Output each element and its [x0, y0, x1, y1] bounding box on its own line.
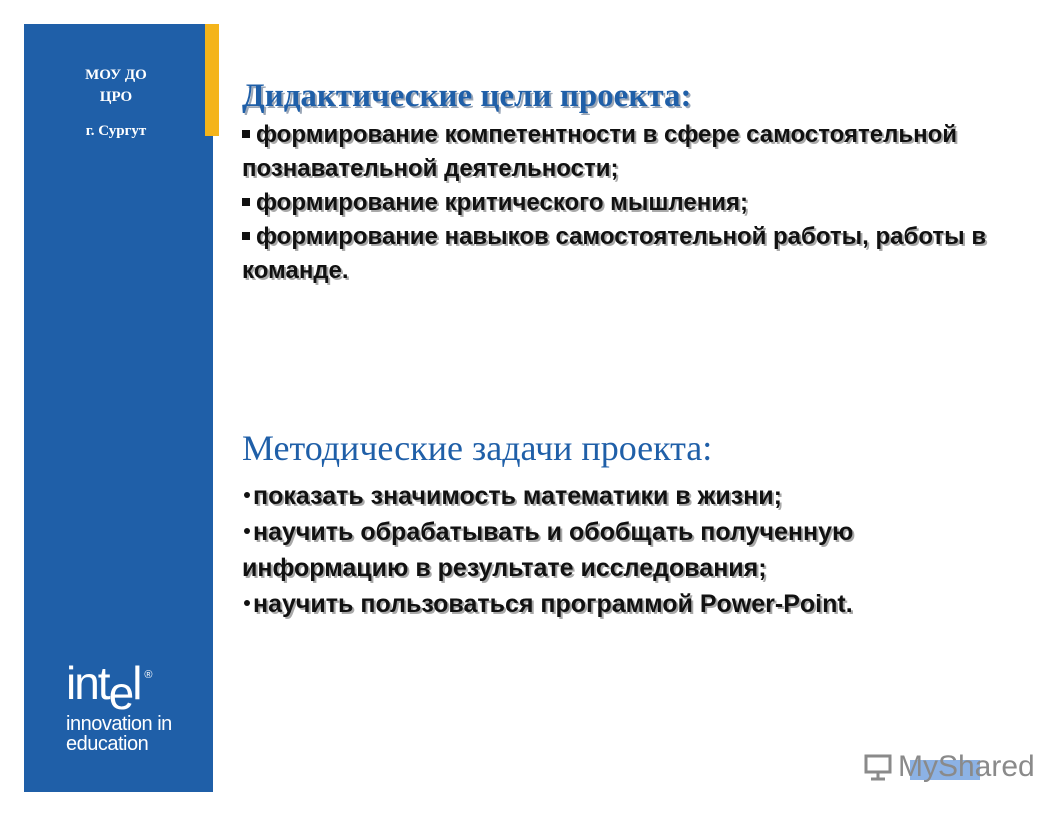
square-bullet-icon — [242, 198, 250, 206]
intel-wordmark-l: l — [132, 657, 141, 709]
task-item — [242, 514, 1022, 586]
intel-tagline-line-2: education — [66, 733, 149, 755]
round-bullet-icon — [244, 600, 250, 606]
presentation-board-icon — [864, 753, 892, 781]
org-city: г. Сургут — [85, 123, 147, 139]
goal-text: формирование компетентности в сфере самостоятельной познавательной деятельности; — [242, 121, 957, 182]
intel-wordmark — [66, 657, 172, 719]
org-line-2: ЦРО — [99, 89, 133, 105]
methodical-tasks-title: Методические задачи проекта: — [242, 428, 713, 468]
main-content — [242, 76, 1032, 288]
square-bullet-icon — [242, 130, 250, 138]
goal-text: формирование критического мышления; — [256, 189, 748, 216]
methodical-tasks-list — [242, 478, 1022, 622]
task-text: научить обрабатывать и обобщать полученную информацию в результате исследования; — [242, 518, 854, 582]
registered-mark: ® — [144, 669, 151, 681]
goal-item — [242, 186, 1032, 220]
intel-tagline-line-1: innovation in — [66, 713, 172, 735]
goal-text: формирование навыков самостоятельной работы, работы в команде. — [242, 223, 987, 284]
intel-wordmark-e: e — [108, 667, 133, 719]
square-bullet-icon — [242, 232, 250, 240]
task-text: показать значимость математики в жизни; — [253, 482, 782, 510]
org-line-1: МОУ ДО — [85, 67, 147, 83]
intel-logo — [66, 657, 172, 755]
myshared-watermark — [864, 750, 1035, 784]
round-bullet-icon — [244, 492, 250, 498]
task-text: научить пользоваться программой Power-Point. — [253, 590, 853, 618]
didactic-goals-list — [242, 118, 1032, 288]
intel-tagline — [66, 714, 172, 754]
watermark-label: MyShared — [898, 750, 1035, 783]
didactic-goals-title: Дидактические цели проекта: — [242, 78, 692, 114]
task-item — [242, 586, 1022, 622]
intel-wordmark-int: int — [66, 657, 109, 709]
organization-label — [36, 64, 196, 142]
goal-item — [242, 220, 1032, 288]
accent-bar — [205, 24, 219, 136]
goal-item — [242, 118, 1032, 186]
watermark-text-wrap — [898, 750, 1035, 784]
round-bullet-icon — [244, 528, 250, 534]
task-item — [242, 478, 1022, 514]
